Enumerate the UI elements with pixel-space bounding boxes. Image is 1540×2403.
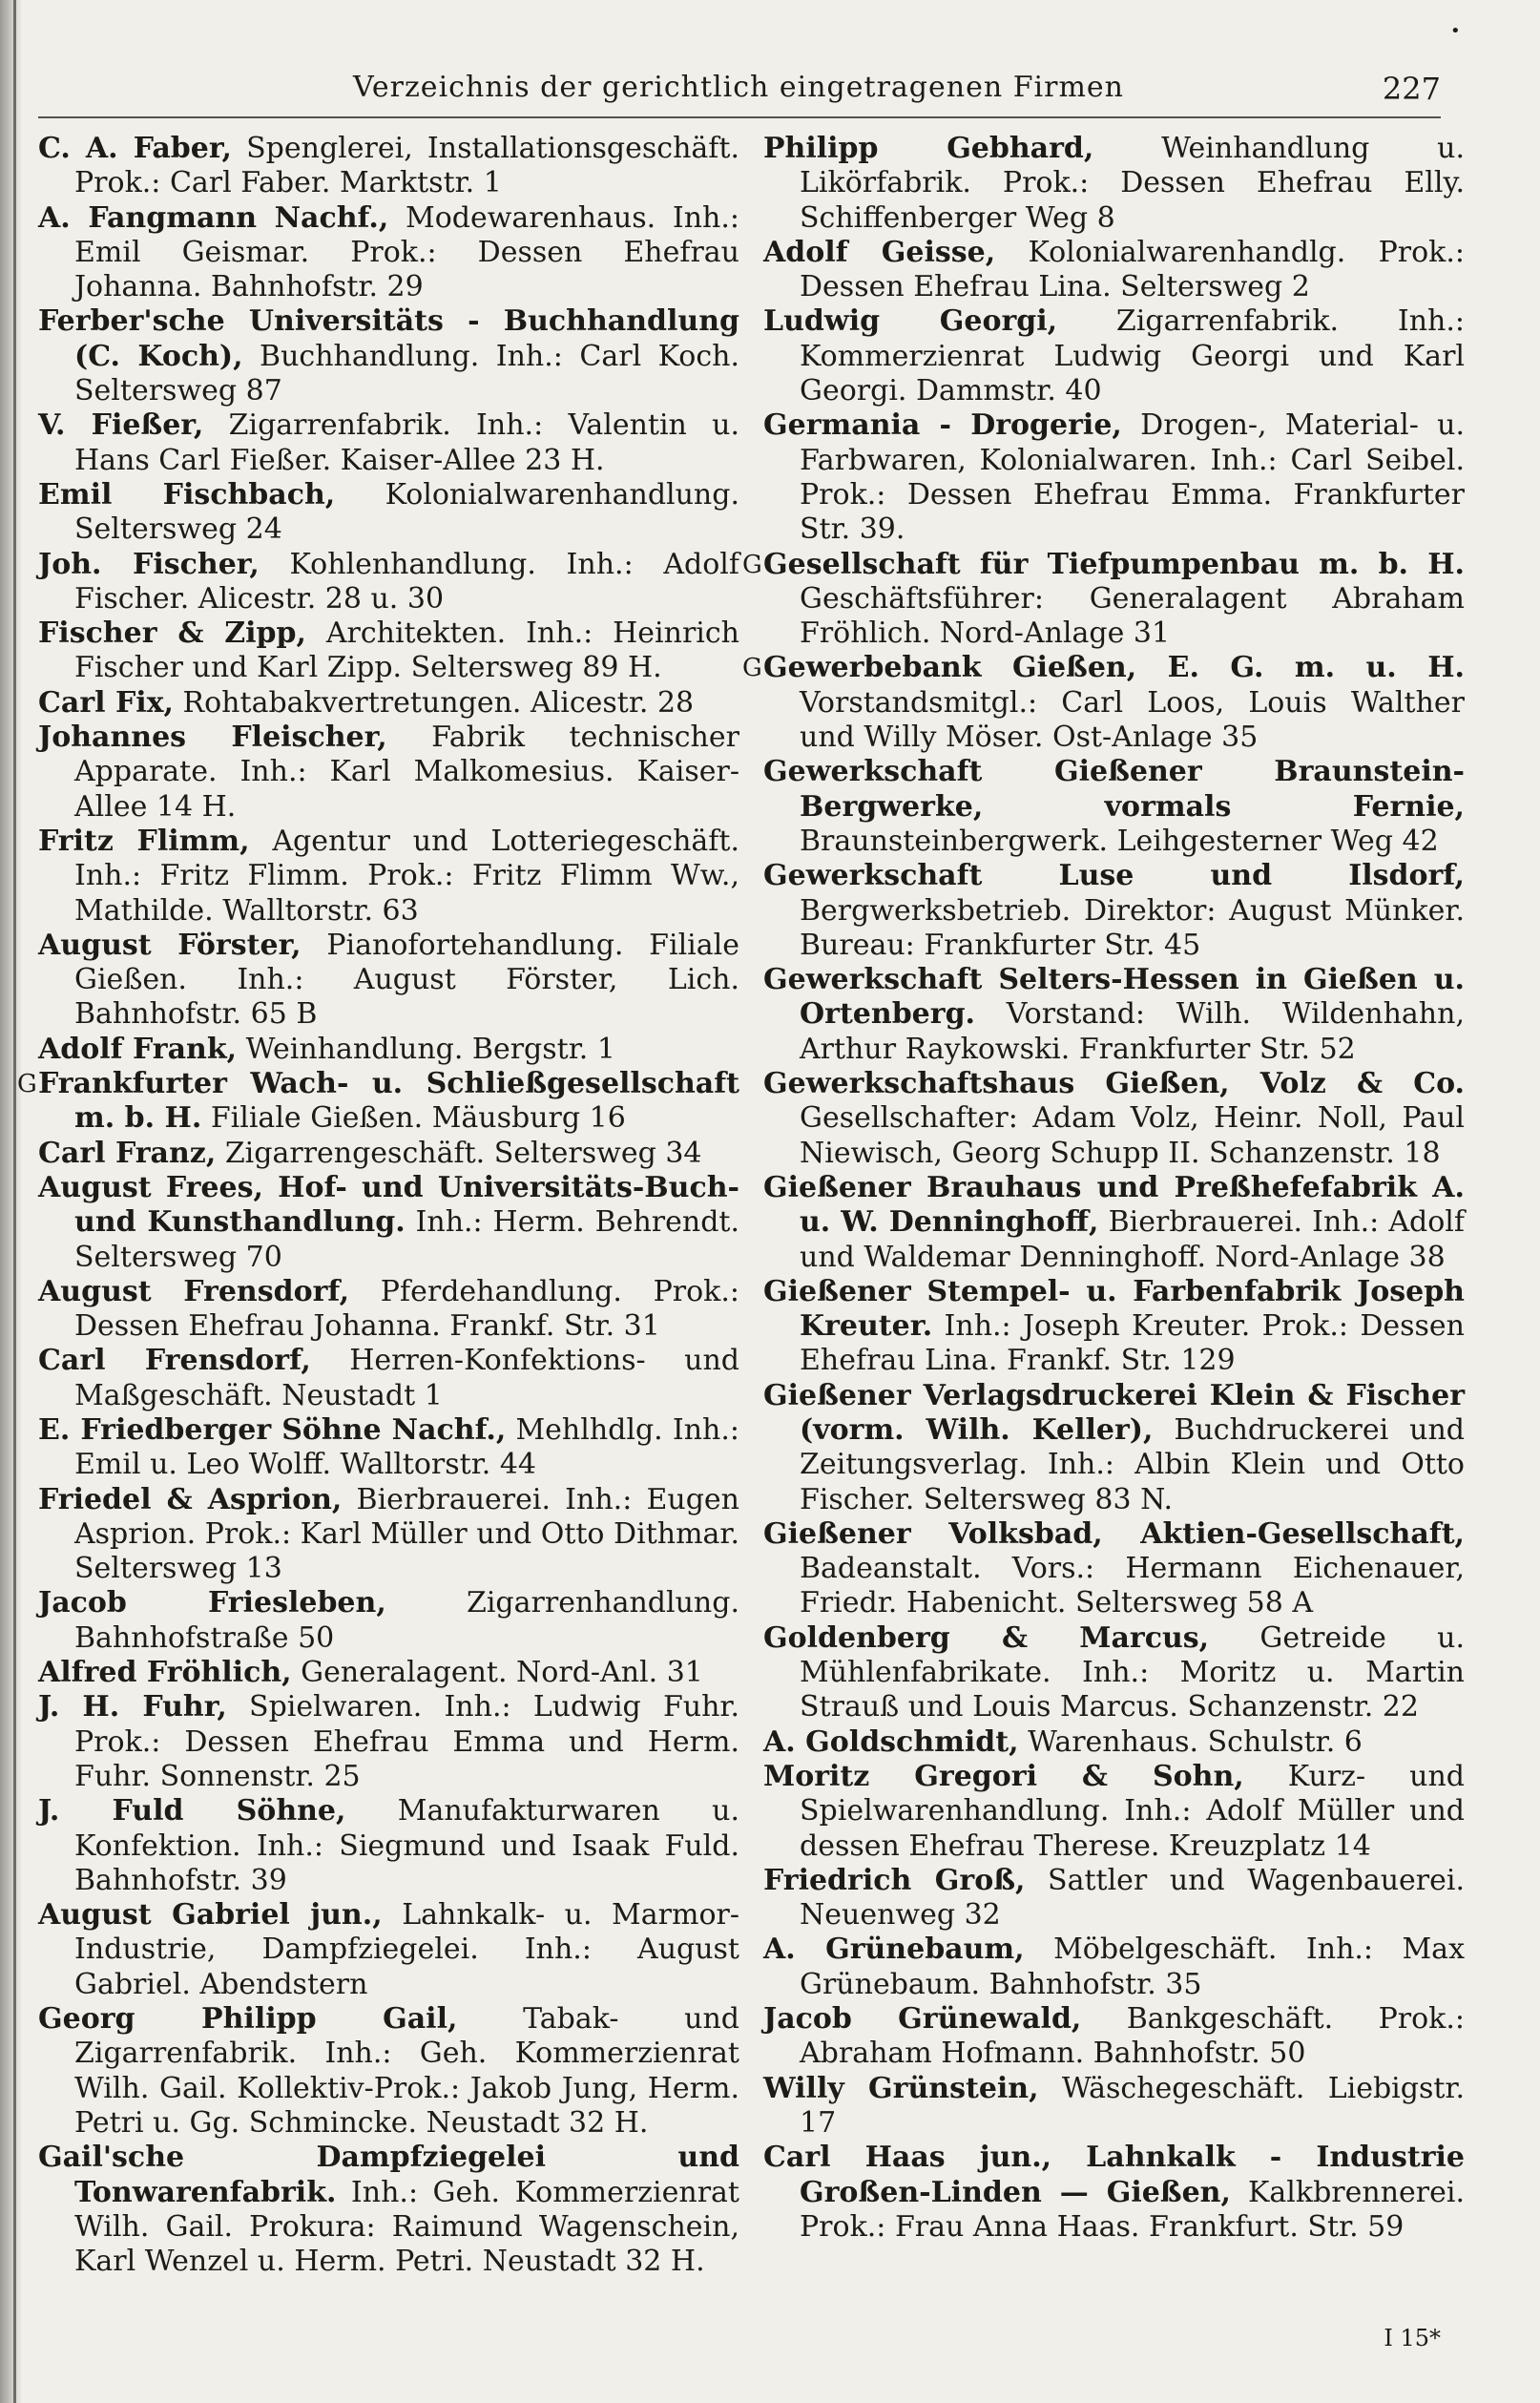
firm-details: Kurz- und Spielwarenhandlung. Inh.: Adolf Müller und dessen Ehefrau Therese. Kreuzplatz 14 [800,1759,1465,1863]
firm-entry [742,651,1465,755]
firm-details: Zigarrenfabrik. Inh.: Kommerzienrat Ludwig Georgi und Karl Georgi. Dammstr. 40 [800,304,1465,408]
firm-entry [38,1483,739,1587]
firm-entry [38,132,739,201]
firm-name: Johannes Fleischer, [38,721,387,755]
page-number: 227 [1382,71,1441,107]
firm-details: Zigarrenhandlung. Bahnhofstraße 50 [74,1586,739,1655]
firm-entry [38,2002,739,2141]
firm-entry [38,1586,739,1656]
firm-name: A. Grünebaum, [763,1933,1025,1967]
firm-details: Bergwerksbetrieb. Direktor: August Münker. Bureau: Frankfurter Str. 45 [800,893,1465,962]
firm-details: Herren-Konfektions- und Maßgeschäft. Neustadt 1 [74,1344,739,1412]
gesellschaft-marker: G [742,550,762,579]
firm-details: Vorstandsmitgl.: Carl Loos, Louis Walther und Willy Möser. Ost-Anlage 35 [800,685,1465,755]
binding-edge [0,0,21,2403]
firm-entry [763,2141,1465,2245]
firm-entry [38,1137,739,1171]
firm-entry [38,2141,739,2279]
firm-name: J. H. Fuhr, [38,1690,227,1724]
header-rule [38,116,1441,118]
firm-entry [742,547,1465,652]
firm-name: Gießener Volksbad, Aktien-Gesellschaft, [763,1516,1465,1551]
firm-name: Willy Grünstein, [763,2071,1039,2105]
firm-name: A. Fangmann Nachf., [38,200,389,235]
firm-entry [763,1621,1465,1725]
firm-name: Gewerbebank Gießen, E. G. m. u. H. [763,651,1465,685]
firm-entry [38,686,739,721]
firm-name: Moritz Gregori & Sohn, [763,1759,1244,1793]
firm-name: Goldenberg & Marcus, [763,1620,1210,1655]
firm-details: Gesellschafter: Adam Volz, Heinr. Noll, Paul Niewisch, Georg Schupp II. Schanzenstr. 18 [800,1101,1465,1170]
right-column [742,132,1466,2245]
firm-name: August Frees, Hof- und Universitäts-Buch- und Kunsthandlung. [38,1170,739,1240]
firm-entry [763,963,1465,1067]
firm-details: Kalkbrennerei. Prok.: Frau Anna Haas. Frankfurt. Str. 59 [800,2175,1465,2244]
firm-entry [38,616,739,686]
firm-details: Generalagent. Nord-Anl. 31 [291,1656,703,1690]
binding-edge-rule [13,0,16,2403]
firm-entry [763,1067,1465,1171]
firm-details: Weinhandlung u. Likörfabrik. Prok.: Dessen Ehefrau Elly. Schiffenberger Weg 8 [800,132,1465,235]
firm-details: Manufakturwaren u. Konfektion. Inh.: Siegmund und Isaak Fuld. Bahnhofstr. 39 [74,1794,739,1897]
firm-details: Zigarrenfabrik. Inh.: Valentin u. Hans Carl Fießer. Kaiser-Allee 23 H. [74,408,739,477]
firm-details: Bierbrauerei. Inh.: Eugen Asprion. Prok.: Karl Müller und Otto Dithmar. Seltersweg 13 [74,1482,739,1586]
firm-name: Gießener Brauhaus und Preßhefefabrik A. u. W. Denninghoff, [763,1170,1465,1240]
firm-entry [38,478,739,548]
firm-entry [38,929,739,1033]
firm-entry [38,548,739,617]
firm-name: Joh. Fischer, [38,547,260,581]
firm-details: Inh.: Herm. Behrendt. Seltersweg 70 [74,1205,739,1274]
firm-details: Geschäftsführer: Generalagent Abraham Fröhlich. Nord-Anlage 31 [800,581,1465,651]
firm-entry [38,1690,739,1794]
firm-details: Pferdehandlung. Prok.: Dessen Ehefrau Johanna. Frankf. Str. 31 [74,1274,739,1344]
page-header-title: Verzeichnis der gerichtlich eingetragenen Firmen [353,71,1124,104]
firm-entry [38,408,739,478]
firm-name: Fritz Flimm, [38,824,250,858]
firm-name: V. Fießer, [38,408,204,443]
firm-name: Adolf Geisse, [763,235,996,269]
firm-entry [38,825,739,929]
firm-details: Drogen-, Material- u. Farbwaren, Kolonialwaren. Inh.: Carl Seibel. Prok.: Dessen Ehefrau Emma. Frankfurter Str. 39. [800,408,1466,547]
firm-details: Zigarrengeschäft. Seltersweg 34 [216,1136,702,1170]
firm-entry [38,201,739,305]
firm-details: Buchdruckerei und Zeitungsverlag. Inh.: Albin Klein und Otto Fischer. Seltersweg 83 N. [800,1412,1466,1516]
firm-details: Lahnkalk- u. Marmor-Industrie, Dampfziegelei. Inh.: August Gabriel. Abendstern [74,1898,739,2001]
firm-name: J. Fuld Söhne, [38,1794,346,1828]
firm-name: Gewerkschaft Selters-Hessen in Gießen u. Ortenberg. [763,963,1465,1032]
firm-name: August Gabriel jun., [38,1898,383,1933]
firm-entry [38,1794,739,1898]
firm-details: Spenglerei, Installationsgeschäft. Prok.: Carl Faber. Marktstr. 1 [74,132,739,200]
firm-name: Carl Frensdorf, [38,1344,311,1378]
firm-entry [38,1656,739,1690]
firm-entry [763,2002,1465,2072]
firm-details: Warenhaus. Schulstr. 6 [1018,1724,1363,1759]
firm-name: Jacob Friesleben, [38,1586,386,1620]
firm-details: Agentur und Lotteriegeschäft. Inh.: Fritz Flimm. Prok.: Fritz Flimm Ww., Mathilde. Walltorstr. 63 [74,824,739,928]
firm-name: Gießener Verlagsdruckerei Klein & Fischer (vorm. Wilh. Keller), [763,1378,1465,1447]
firm-name: Gewerkschaft Luse und Ilsdorf, [763,859,1465,893]
firm-entry [38,1033,739,1067]
firm-entry [763,2072,1465,2142]
firm-name: Gesellschaft für Tiefpumpenbau m. b. H. [763,547,1465,581]
firm-details: Fabrik technischer Apparate. Inh.: Karl Malkomesius. Kaiser-Allee 14 H. [74,721,739,824]
firm-details: Spielwaren. Inh.: Ludwig Fuhr. Prok.: Dessen Ehefrau Emma und Herm. Fuhr. Sonnenstr. 25 [74,1690,739,1793]
firm-details: Bankgeschäft. Prok.: Abraham Hofmann. Bahnhofstr. 50 [800,2002,1465,2071]
firm-entry [38,1171,739,1275]
firm-details: Wäschegeschäft. Liebigstr. 17 [800,2071,1466,2140]
firm-name: Carl Franz, [38,1136,217,1170]
firm-entry [38,1898,739,2002]
firm-details: Architekten. Inh.: Heinrich Fischer und Karl Zipp. Seltersweg 89 H. [74,616,740,685]
firm-details: Möbelgeschäft. Inh.: Max Grünebaum. Bahnhofstr. 35 [800,1933,1465,2001]
firm-name: August Frensdorf, [38,1274,350,1308]
firm-entry [763,132,1465,236]
firm-name: Gewerkschaftshaus Gießen, Volz & Co. [763,1067,1465,1101]
firm-name: Jacob Grünewald, [763,2002,1082,2037]
corner-mark: • [1450,21,1461,41]
firm-details: Buchhandlung. Inh.: Carl Koch. Seltersweg 87 [74,339,739,408]
firm-entry [763,1517,1465,1621]
firm-name: Georg Philipp Gail, [38,2002,458,2037]
firm-details: Vorstand: Wilh. Wildenhahn, Arthur Raykowski. Frankfurter Str. 52 [800,997,1465,1066]
firm-name: Germania - Drogerie, [763,408,1122,443]
firm-name: Ferber'sche Universitäts - Buchhandlung (C. Koch), [38,304,739,373]
firm-name: Gießener Stempel- u. Farbenfabrik Joseph Kreuter. [763,1274,1465,1344]
firm-details: Pianofortehandlung. Filiale Gießen. Inh.: August Förster, Lich. Bahnhofstr. 65 B [74,928,739,1032]
firm-name: Friedrich Groß, [763,1863,1026,1897]
firm-entry [763,1933,1465,2002]
firm-details: Filiale Gießen. Mäusburg 16 [201,1101,626,1136]
firm-entry [763,1725,1465,1760]
firm-name: Friedel & Asprion, [38,1482,343,1516]
firm-name: Philipp Gebhard, [763,132,1094,165]
firm-entry [763,859,1465,963]
firm-entry [38,1413,739,1483]
firm-details: Mehlhdlg. Inh.: Emil u. Leo Wolff. Walltorstr. 44 [74,1412,739,1482]
firm-name: E. Friedberger Söhne Nachf., [38,1412,507,1447]
firm-entry [763,236,1465,305]
firm-name: Carl Fix, [38,685,174,720]
firm-details: Kolonialwarenhandlung. Seltersweg 24 [74,477,739,547]
firm-details: Sattler und Wagenbauerei. Neuenweg 32 [800,1863,1466,1933]
firm-entry [38,1344,739,1413]
firm-name: Frankfurter Wach- u. Schließgesellschaft m. b. H. [38,1067,739,1136]
firm-details: Bierbrauerei. Inh.: Adolf und Waldemar Denninghoff. Nord-Anlage 38 [800,1205,1465,1274]
firm-details: Tabak- und Zigarrenfabrik. Inh.: Geh. Kommerzienrat Wilh. Gail. Kollektiv-Prok.: Jakob Jung, Herm. Petri u. Gg. Schmincke. Neustadt 32 H. [74,2002,739,2140]
firm-details: Getreide u. Mühlenfabrikate. Inh.: Moritz u. Martin Strauß und Louis Marcus. Schanzenstr. 22 [800,1620,1465,1724]
firm-entry [38,304,739,408]
gesellschaft-marker: G [17,1070,37,1099]
firm-name: Gail'sche Dampfziegelei und Tonwarenfabrik. [38,2141,739,2209]
firm-entry [17,1067,739,1137]
firm-name: A. Goldschmidt, [763,1724,1019,1759]
firm-details: Modewarenhaus. Inh.: Emil Geismar. Prok.: Dessen Ehefrau Johanna. Bahnhofstr. 29 [74,200,740,304]
gesellschaft-marker: G [742,654,762,683]
firm-details: Kohlenhandlung. Inh.: Adolf Fischer. Alicestr. 28 u. 30 [74,547,739,616]
firm-name: Emil Fischbach, [38,477,336,512]
firm-details: Braunsteinbergwerk. Leihgesterner Weg 42 [800,824,1439,858]
firm-details: Weinhandlung. Bergstr. 1 [237,1032,615,1066]
firm-entry [763,304,1465,408]
firm-entry [763,408,1465,547]
firm-name: Fischer & Zipp, [38,616,306,651]
firm-entry [763,1760,1465,1864]
firm-name: Ludwig Georgi, [763,304,1058,339]
firm-name: Carl Haas jun., Lahnkalk - Industrie Großen-Linden — Gießen, [763,2141,1465,2209]
firm-entry [763,1864,1465,1933]
firm-entry [763,1379,1465,1517]
signature-mark: I 15* [1384,2325,1441,2351]
firm-details: Rohtabakvertretungen. Alicestr. 28 [174,685,695,720]
firm-name: August Förster, [38,928,302,962]
left-column [17,132,740,2279]
firm-entry [763,1171,1465,1275]
firm-entry [763,755,1465,859]
firm-entry [38,1275,739,1345]
firm-name: C. A. Faber, [38,132,232,165]
firm-details: Inh.: Geh. Kommerzienrat Wilh. Gail. Prokura: Raimund Wagenschein, Karl Wenzel u. Herm. Petri. Neustadt 32 H. [74,2175,739,2279]
firm-entry [38,721,739,825]
firm-name: Gewerkschaft Gießener Braunstein-Bergwerke, vormals Fernie, [763,755,1465,824]
firm-details: Badeanstalt. Vors.: Hermann Eichenauer, Friedr. Habenicht. Seltersweg 58 A [800,1552,1465,1620]
firm-name: Adolf Frank, [38,1032,238,1066]
firm-name: Alfred Fröhlich, [38,1656,292,1690]
firm-entry [763,1275,1465,1379]
firm-details: Inh.: Joseph Kreuter. Prok.: Dessen Ehefrau Lina. Frankf. Str. 129 [800,1309,1465,1378]
firm-details: Kolonialwarenhandlg. Prok.: Dessen Ehefrau Lina. Seltersweg 2 [800,235,1465,304]
